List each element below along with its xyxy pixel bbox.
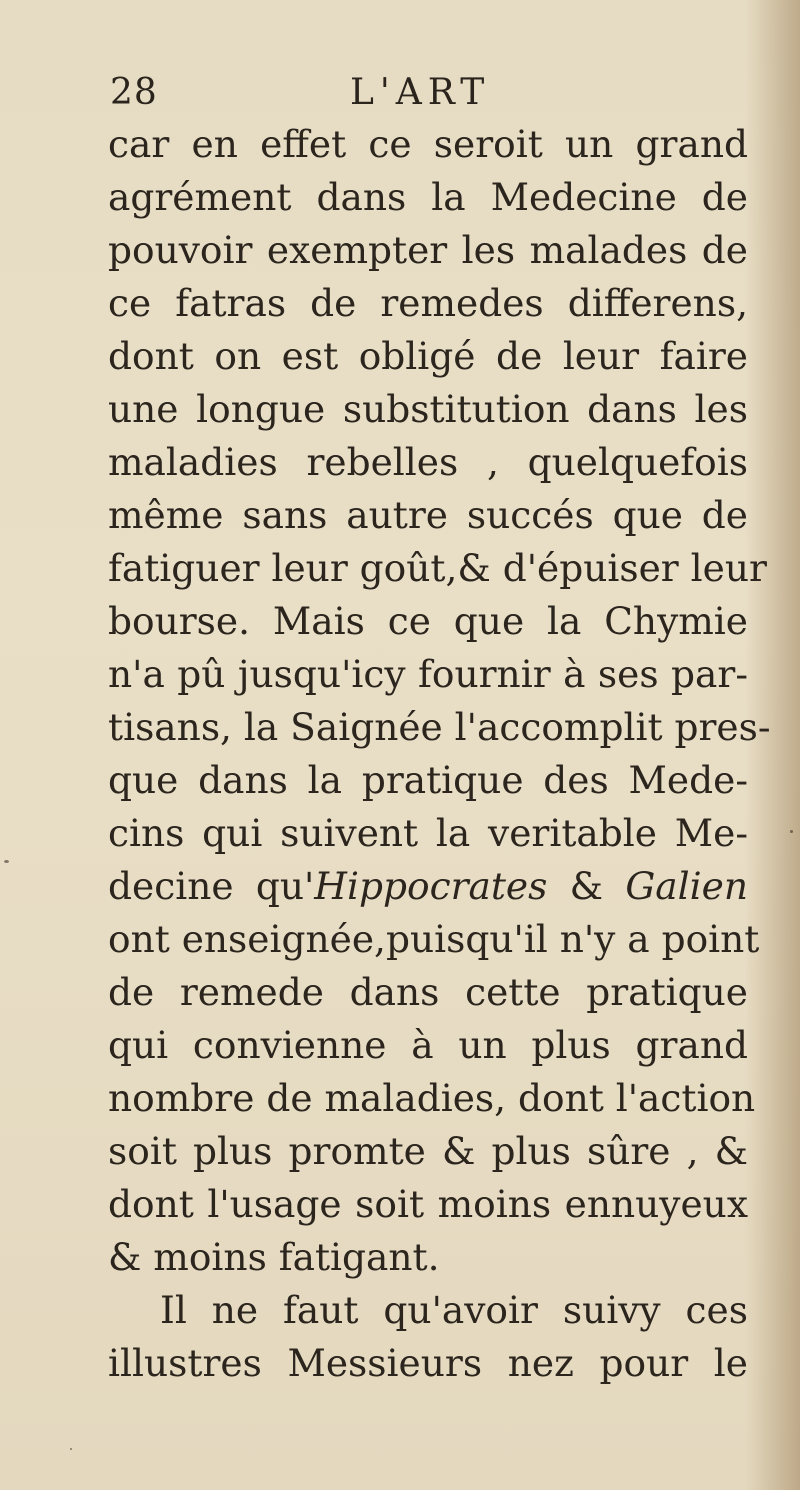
text-line: agrément dans la Medecine de (108, 175, 748, 219)
page-header (110, 72, 750, 122)
text-line-with-names (108, 860, 748, 913)
text-line: que dans la pratique des Mede- (108, 758, 748, 802)
text-line: nombre de maladies, dont l'action (108, 1076, 756, 1120)
text-line: qui convienne à un plus grand (108, 1023, 748, 1067)
text-line: pouvoir exempter les malades de (108, 228, 748, 272)
text-line: maladies rebelles , quelquefois (108, 440, 748, 484)
text-line: de remede dans cette pratique (108, 970, 748, 1014)
text-line: dont on est obligé de leur faire (108, 334, 748, 378)
running-title: L'ART (350, 72, 491, 113)
text-line: même sans autre succés que de (108, 493, 748, 537)
paragraph-start-line: Il ne faut qu'avoir suivy ces (160, 1288, 748, 1332)
text-line: car en effet ce seroit un grand (108, 122, 748, 166)
name-hippocrates: Hippocrates (314, 864, 548, 908)
text-line: fatiguer leur goût,& d'épuiser leur (108, 546, 767, 590)
text-line: ont enseignée,puisqu'il n'y a point (108, 917, 760, 961)
body-text (108, 118, 771, 1390)
text-line: tisans, la Saignée l'accomplit pres- (108, 705, 771, 749)
text-line: cins qui suivent la veritable Me- (108, 811, 748, 855)
text-line: & moins fatigant. (108, 1235, 440, 1279)
text-line: une longue substitution dans les (108, 387, 748, 431)
line-prefix: decine qu' (108, 864, 315, 908)
text-line: n'a pû jusqu'icy fournir à ses par- (108, 652, 748, 696)
name-galien: Galien (625, 864, 748, 908)
paper-speck (790, 830, 793, 833)
text-line: dont l'usage soit moins ennuyeux (108, 1182, 748, 1226)
paper-speck (70, 1448, 72, 1450)
text-line: illustres Messieurs nez pour le (108, 1341, 748, 1385)
page-number: 28 (110, 72, 158, 113)
text-line: ce fatras de remedes differens, (108, 281, 748, 325)
text-line: soit plus promte & plus sûre , & (108, 1129, 748, 1173)
line-middle: & (547, 864, 626, 908)
text-line: bourse. Mais ce que la Chymie (108, 599, 748, 643)
paper-speck (4, 860, 9, 863)
